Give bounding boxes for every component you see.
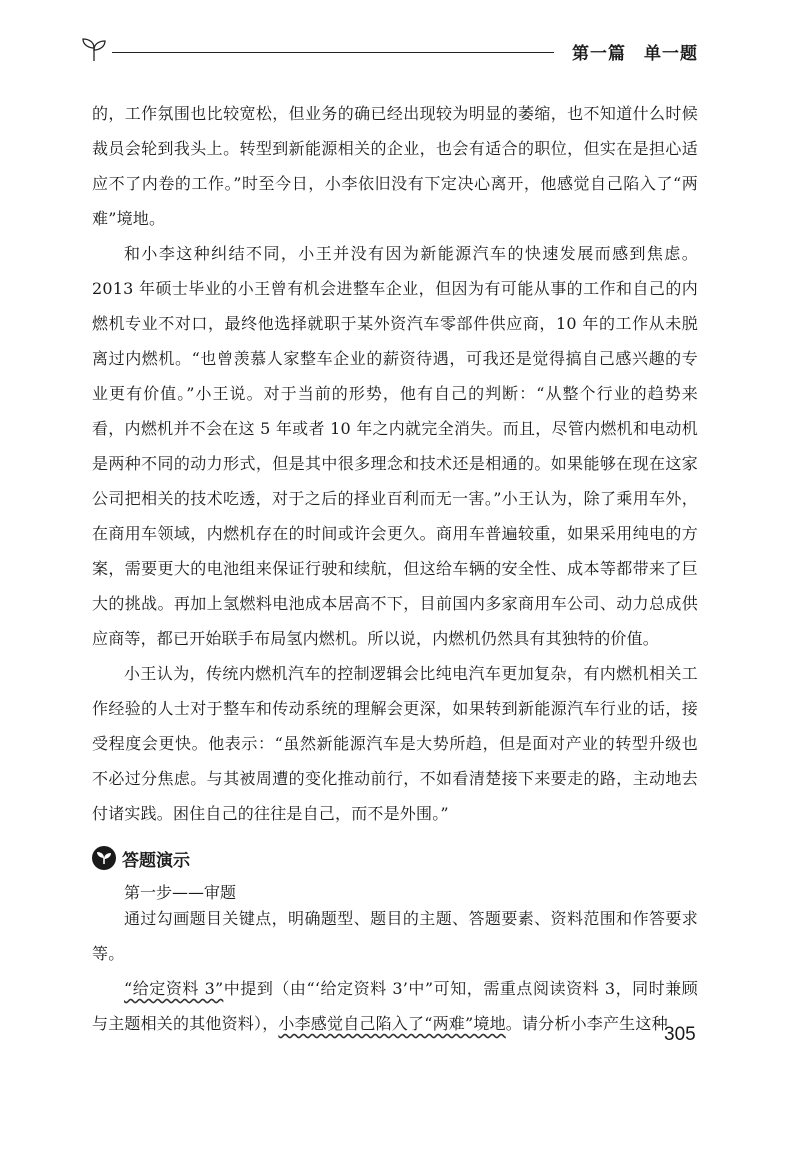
- highlight-given-material: “给定资料 3”: [124, 979, 224, 998]
- header-chapter: 第一篇: [572, 44, 626, 64]
- header-title: [572, 39, 698, 64]
- paragraph-3: 小王认为，传统内燃机汽车的控制逻辑会比纯电汽车更加复杂，有内燃机相关工作经验的人士对于整车和传动系统的理解会更深，如果转到新能源汽车行业的话，接受程度会更快。他表示：“虽然新能源汽车是大势所趋，但是面对产业的转型升级也不必过分焦虑。与其被周遭的变化推动前行，不如看清楚接下来要走的路，主动地去付诸实践。困住自己的往往是自己，而不是外围。”: [92, 664, 698, 823]
- sprout-icon: [80, 36, 108, 62]
- step-title: 第一步——审题: [124, 883, 237, 902]
- paragraph-5: [92, 971, 698, 1041]
- paragraph-5-text: 中提到（由“‘给定资料 3’中”可知，需重点阅读资料 3，同时兼顾与主题相关的其他资料），: [92, 979, 698, 1033]
- paragraph-5-tail: 请分析小李产生这种: [521, 1014, 668, 1033]
- highlight-dilemma: 小李感觉自己陷入了“两难”境地: [278, 1014, 506, 1033]
- header-rule: [112, 52, 554, 53]
- header-topic: 单一题: [644, 44, 698, 64]
- running-header: [76, 32, 704, 66]
- paragraph-2: 和小李这种纠结不同，小王并没有因为新能源汽车的快速发展而感到焦虑。2013 年硕士毕业的小王曾有机会进整车企业，但因为有可能从事的工作和自己的内燃机专业不对口，最终他选择就职于某外资汽车零部件供应商，10 年的工作从未脱离过内燃机。“也曾羡慕人家整车企业的薪资待遇，可我还是觉得搞自己感兴趣的专业更有价值。”小王说。对于当前的形势，他有自己的判断：“从整个行业的趋势来看，内燃机并不会在这 5 年或者 10 年之内就完全消失。而且，尽管内燃机和电动机是两种不同的动力形式，但是其中很多理念和技术还是相通的。如果能够在现在这家公司把相关的技术吃透，对于之后的择业百利而无一害。”小王认为，除了乘用车外，在商用车领域，内燃机存在的时间或许会更久。商用车普遍较重，如果采用纯电的方案，需要更大的电池组来保证行驶和续航，但这给车辆的安全性、成本等都带来了巨大的挑战。再加上氢燃料电池成本居高不下，目前国内多家商用车公司、动力总成供应商等，都已开始联手布局氢内燃机。所以说，内燃机仍然具有其独特的价值。: [92, 244, 698, 648]
- section-title: 答题演示: [122, 850, 190, 871]
- paragraph-1: 的，工作氛围也比较宽松，但业务的确已经出现较为明显的萎缩，也不知道什么时候裁员会轮到我头上。转型到新能源相关的企业，也会有适合的职位，但实在是担心适应不了内卷的工作。”时至今日，小李依旧没有下定决心离开，他感觉自己陷入了“两难”境地。: [92, 104, 698, 228]
- sprout-icon: [92, 846, 116, 870]
- paragraph-5-end: 。: [505, 1014, 522, 1033]
- section-heading: [92, 844, 190, 872]
- page-number: 305: [664, 1024, 696, 1045]
- paragraph-4: 通过勾画题目关键点，明确题型、题目的主题、答题要素、资料范围和作答要求等。: [92, 909, 698, 963]
